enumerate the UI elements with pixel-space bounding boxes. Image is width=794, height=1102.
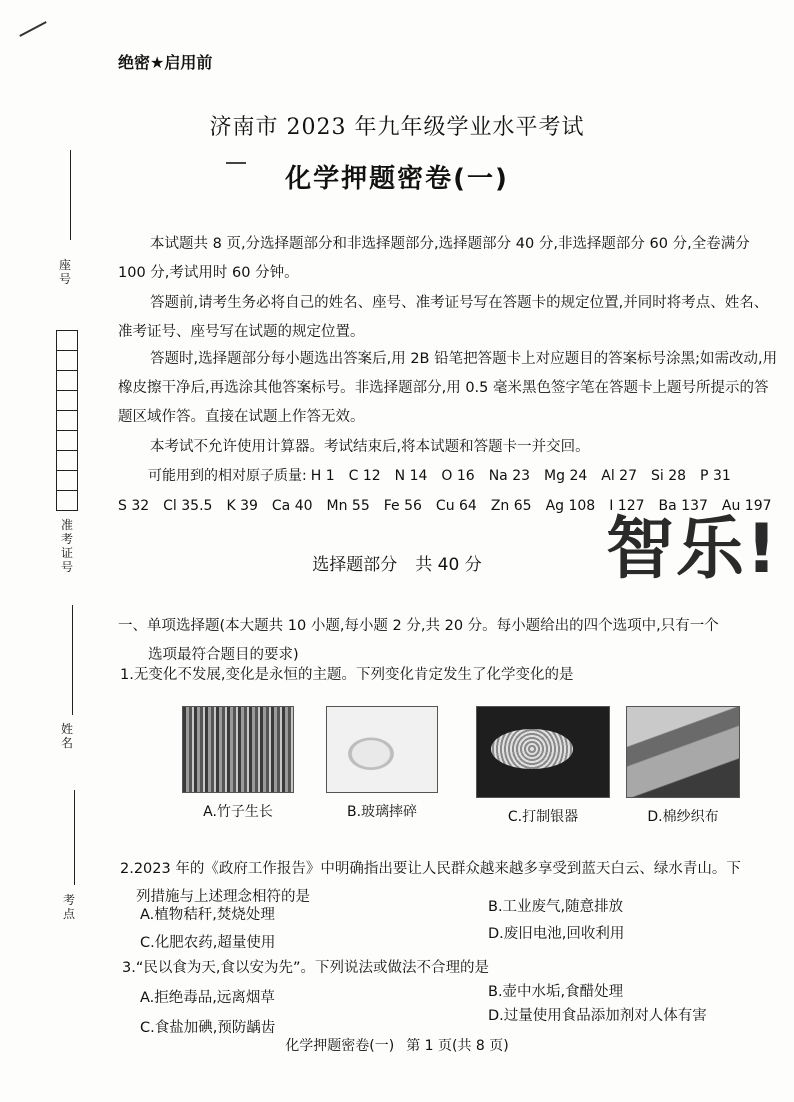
atomic-masses-label: 可能用到的相对原子质量:: [148, 468, 307, 484]
ticket-number-grid: [56, 330, 78, 511]
question-3-stem: 3.“民以食为天,食以安为先”。下列说法或做法不合理的是: [122, 960, 489, 976]
watermark: 智乐!: [606, 510, 780, 589]
instruction-2: 答题前,请考生务必将自己的姓名、座号、准考证号写在答题卡的规定位置,并同时将考点、姓名、准考证号、座号写在试题的规定位置。: [118, 295, 769, 340]
q2-option-d: D.废旧电池,回收利用: [488, 926, 625, 942]
section-score: 共 40 分: [415, 555, 482, 575]
part-one-heading: 一、单项选择题(本大题共 10 小题,每小题 2 分,共 20 分。每小题给出的四个选项中,只有一个 选项最符合题目的要求): [118, 618, 719, 663]
figure-glass: [326, 706, 438, 821]
figure-loom: [626, 706, 740, 826]
pen-mark: [19, 21, 46, 37]
q3-option-b: B.壶中水垢,食醋处理: [488, 984, 624, 1000]
venue-line: [74, 790, 75, 885]
q3-option-d: D.过量使用食品添加剂对人体有害: [488, 1008, 707, 1024]
section-heading: [0, 550, 794, 575]
question-2-stem: 2.2023 年的《政府工作报告》中明确指出要让人民群众越来越多享受到蓝天白云、绿水青山。下 列措施与上述理念相符的是: [120, 861, 741, 905]
q3-option-c: C.食盐加碘,预防龋齿: [140, 1020, 276, 1036]
q3-option-a: A.拒绝毒品,远离烟草: [140, 990, 275, 1006]
seat-label: 座号: [58, 258, 71, 286]
ticket-number-label: 准考证号: [60, 518, 73, 574]
silver-bracelet-photo: [476, 706, 610, 798]
paper-title: 化学押题密卷(一): [285, 164, 509, 194]
question-1-stem: 1.无变化不发展,变化是永恒的主题。下列变化肯定发生了化学变化的是: [120, 667, 574, 683]
name-line: [72, 605, 73, 715]
option-a-caption: A.竹子生长: [203, 804, 273, 820]
instruction-3: 答题时,选择题部分每小题选出答案后,用 2B 铅笔把答题卡上对应题目的答案标号涂黑;如需改动,用橡皮擦干净后,再选涂其他答案标号。非选择题部分,用 0.5 毫米黑色签字笔在答题卡上题号所提示的答题区域作答。直接在试题上作答无效。: [118, 351, 778, 425]
q2-option-b: B.工业废气,随意排放: [488, 899, 624, 915]
figure-bamboo: [182, 706, 294, 821]
section-name: 选择题部分: [312, 555, 398, 575]
option-c-caption: C.打制银器: [507, 809, 579, 825]
footer-paper-title: 化学押题密卷(一): [285, 1038, 395, 1054]
q2-option-c: C.化肥农药,超量使用: [140, 935, 276, 951]
bamboo-photo: [182, 706, 294, 793]
figure-silver: [476, 706, 610, 826]
name-label: 姓名: [60, 722, 73, 750]
secret-label: 绝密★启用前: [118, 53, 213, 72]
question-1-figures: [180, 706, 780, 826]
instruction-1: 本试题共 8 页,分选择题部分和非选择题部分,选择题部分 40 分,非选择题部分 60 分,全卷满分 100 分,考试用时 60 分钟。: [118, 236, 750, 281]
exam-title: 济南市 2023 年九年级学业水平考试: [209, 115, 585, 140]
broken-glass-photo: [326, 706, 438, 793]
footer-page-number: 第 1 页(共 8 页): [406, 1038, 509, 1054]
atomic-masses-line-2: S 32 Cl 35.5 K 39 Ca 40 Mn 55 Fe 56 Cu 64 Zn 65 Ag 108 I 127 Ba 137 Au 197: [118, 498, 772, 514]
atomic-masses-line-1: 可能用到的相对原子质量: H 1 C 12 N 14 O 16 Na 23 Mg 24 Al 27 Si 28 P 31: [148, 468, 731, 484]
option-b-caption: B.玻璃摔碎: [346, 804, 418, 820]
option-d-caption: D.棉纱织布: [647, 809, 719, 825]
venue-label: 考点: [62, 893, 75, 921]
loom-photo: [626, 706, 740, 798]
q2-option-a: A.植物秸秆,焚烧处理: [140, 907, 275, 923]
page-footer: [0, 1035, 794, 1055]
instruction-4: 本考试不允许使用计算器。考试结束后,将本试题和答题卡一并交回。: [150, 439, 590, 455]
